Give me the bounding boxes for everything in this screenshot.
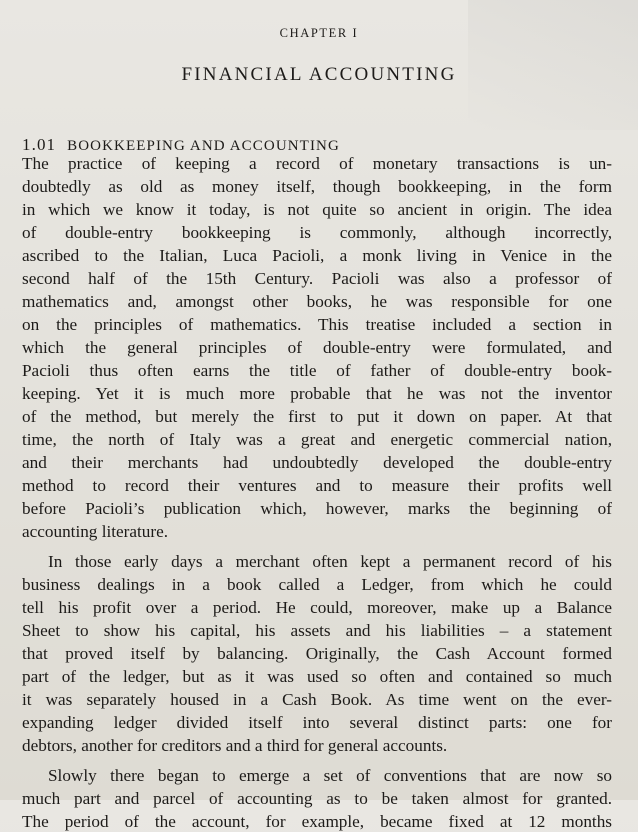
paragraph-1-line: The practice of keeping a record of monetary transactions is un- (22, 154, 612, 173)
paragraph-1-line: keeping. Yet it is much more probable that he was not the inventor (22, 384, 612, 403)
paragraph-1-line: in which we know it today, is not quite so ancient in origin. The idea (22, 200, 612, 219)
paragraph-2-line: tell his profit over a period. He could, moreover, make up a Balance (22, 598, 612, 617)
paragraph-1-line: time, the north of Italy was a great and energetic commercial nation, (22, 430, 612, 449)
paragraph-2-line: part of the ledger, but as it was used so often and contained so much (22, 667, 612, 686)
chapter-label: CHAPTER I (279, 26, 359, 40)
paragraph-1-line: of double-entry bookkeeping is commonly, although incorrectly, (22, 223, 612, 242)
paragraph-1-line: mathematics and, amongst other books, he was responsible for one (22, 292, 612, 311)
paragraph-1-line: on the principles of mathematics. This treatise included a section in (22, 315, 612, 334)
section-number: 1.01 (22, 135, 57, 154)
paragraph-2-line: In those early days a merchant often kept a permanent record of his (48, 552, 612, 571)
paragraph-2-line: Sheet to show his capital, his assets and his liabilities – a statement (22, 621, 612, 640)
paragraph-1-line: ascribed to the Italian, Luca Pacioli, a monk living in Venice in the (22, 246, 612, 265)
paragraph-2-line: it was separately housed in a Cash Book. As time went on the ever- (22, 690, 612, 709)
paragraph-2-line: expanding ledger divided itself into several distinct parts: one for (22, 713, 612, 732)
paragraph-1-line: method to record their ventures and to measure their profits well (22, 476, 612, 495)
paragraph-1-line: accounting literature. (22, 522, 169, 541)
paragraph-1-line: second half of the 15th Century. Pacioli was also a professor of (22, 269, 612, 288)
paragraph-3-line: Slowly there began to emerge a set of conventions that are now so (48, 766, 612, 785)
paragraph-1-line: and their merchants had undoubtedly developed the double-entry (22, 453, 612, 472)
section-heading (22, 135, 340, 155)
chapter-title: FINANCIAL ACCOUNTING (181, 64, 457, 85)
paragraph-1-line: which the general principles of double-entry were formulated, and (22, 338, 612, 357)
paragraph-2-line: business dealings in a book called a Ledger, from which he could (22, 575, 612, 594)
paragraph-3-line: much part and parcel of accounting as to be taken almost for granted. (22, 789, 612, 808)
paragraph-1-line: doubtedly as old as money itself, though bookkeeping, in the form (22, 177, 612, 196)
paragraph-1-line: Pacioli thus often earns the title of father of double-entry book- (22, 361, 612, 380)
paragraph-3-line: The period of the account, for example, became fixed at 12 months (22, 812, 612, 831)
section-title: BOOKKEEPING AND ACCOUNTING (67, 138, 340, 154)
paragraph-2-line: debtors, another for creditors and a third for general accounts. (22, 736, 448, 755)
paragraph-1-line: before Pacioli’s publication which, however, marks the beginning of (22, 499, 612, 518)
paragraph-2-line: that proved itself by balancing. Originally, the Cash Account formed (22, 644, 612, 663)
paragraph-1-line: of the method, but merely the first to put it down on paper. At that (22, 407, 612, 426)
